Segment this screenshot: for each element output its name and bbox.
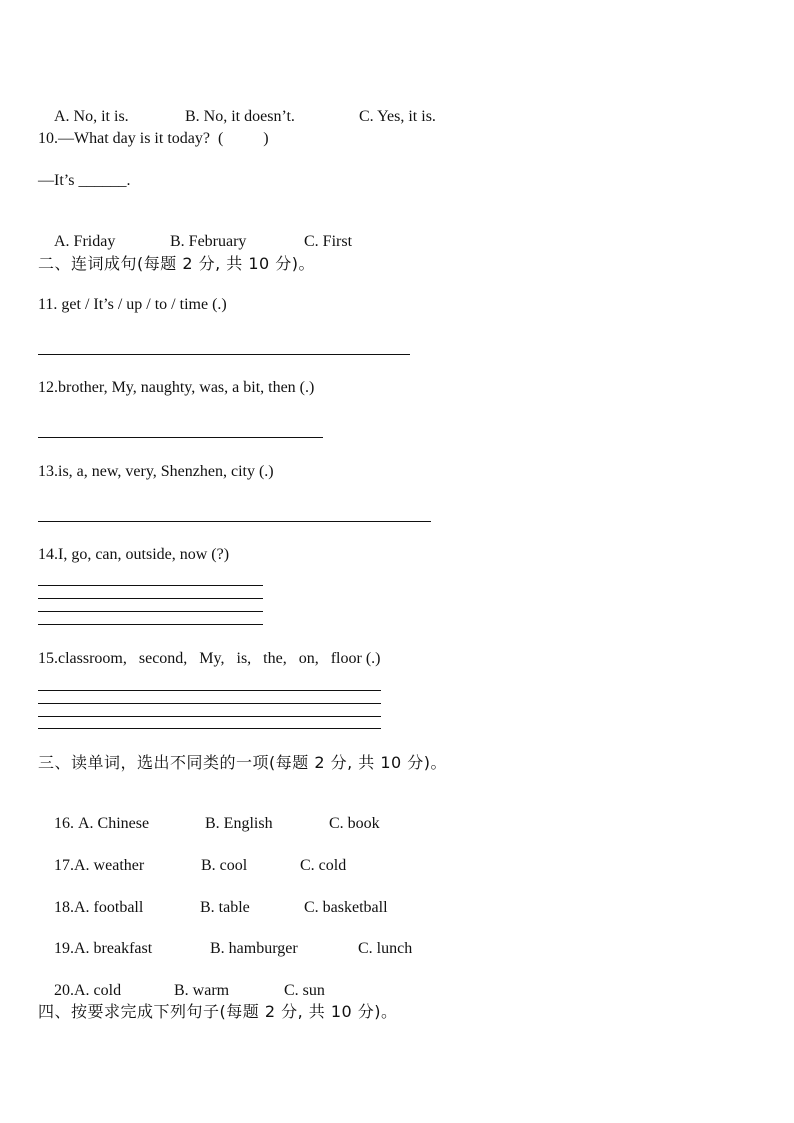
q11-answer-line[interactable] (38, 354, 410, 355)
q11-prompt: 11. get / It’s / up / to / time (.) (38, 296, 227, 313)
section2-heading: 二、连词成句(每题 2 分, 共 10 分)。 (38, 254, 316, 273)
q18-option-b: B. table (200, 899, 250, 916)
q15-prompt: 15.classroom, second, My, is, the, on, floor (.) (38, 650, 381, 667)
q13-prompt: 13.is, a, new, very, Shenzhen, city (.) (38, 463, 274, 480)
section3-heading: 三、读单词，选出不同类的一项(每题 2 分, 共 10 分)。 (38, 753, 448, 772)
q19-option-a: A. breakfast (74, 940, 153, 957)
q20-option-a: A. cold (74, 982, 122, 999)
q19-number: 19. (54, 940, 74, 957)
q9-option-a: A. No, it is. (54, 108, 129, 125)
q18-number: 18. (54, 899, 74, 916)
q12-prompt: 12.brother, My, naughty, was, a bit, then (.) (38, 379, 315, 396)
section4-heading: 四、按要求完成下列句子(每题 2 分, 共 10 分)。 (38, 1002, 398, 1021)
q20-option-b: B. warm (174, 982, 230, 999)
q15-answer-line-2[interactable] (38, 703, 381, 704)
q19-option-b: B. hamburger (210, 940, 298, 957)
q17-option-c: C. cold (300, 857, 347, 874)
q16-option-c: C. book (329, 815, 380, 832)
q18-option-c: C. basketball (304, 899, 388, 916)
q17-option-b: B. cool (201, 857, 248, 874)
q9-option-c: C. Yes, it is. (359, 108, 436, 125)
q17-number: 17. (54, 857, 74, 874)
q15-answer-line-1[interactable] (38, 690, 381, 691)
q10-answer-prompt: —It’s ______. (38, 172, 131, 189)
q14-answer-line-1[interactable] (38, 585, 263, 586)
q15-answer-line-3[interactable] (38, 716, 381, 717)
q20-number: 20. (54, 982, 74, 999)
q14-answer-line-3[interactable] (38, 611, 263, 612)
q20-option-c: C. sun (284, 982, 325, 999)
q10-question: 10.—What day is it today? ( ) (38, 130, 269, 147)
q16-number: 16. (54, 815, 78, 832)
q10-option-b: B. February (170, 233, 247, 250)
q10-option-a: A. Friday (54, 233, 116, 250)
q17-option-a: A. weather (74, 857, 145, 874)
q19-option-c: C. lunch (358, 940, 413, 957)
q16-option-a: A. Chinese (78, 815, 150, 832)
q10-option-c: C. First (304, 233, 353, 250)
q16-option-b: B. English (205, 815, 273, 832)
q13-answer-line[interactable] (38, 521, 431, 522)
q9-option-b: B. No, it doesn’t. (185, 108, 295, 125)
q14-prompt: 14.I, go, can, outside, now (?) (38, 546, 230, 563)
q14-answer-line-2[interactable] (38, 598, 263, 599)
q14-answer-line-4[interactable] (38, 624, 263, 625)
q12-answer-line[interactable] (38, 437, 323, 438)
q18-option-a: A. football (74, 899, 144, 916)
q15-answer-line-4[interactable] (38, 728, 381, 729)
